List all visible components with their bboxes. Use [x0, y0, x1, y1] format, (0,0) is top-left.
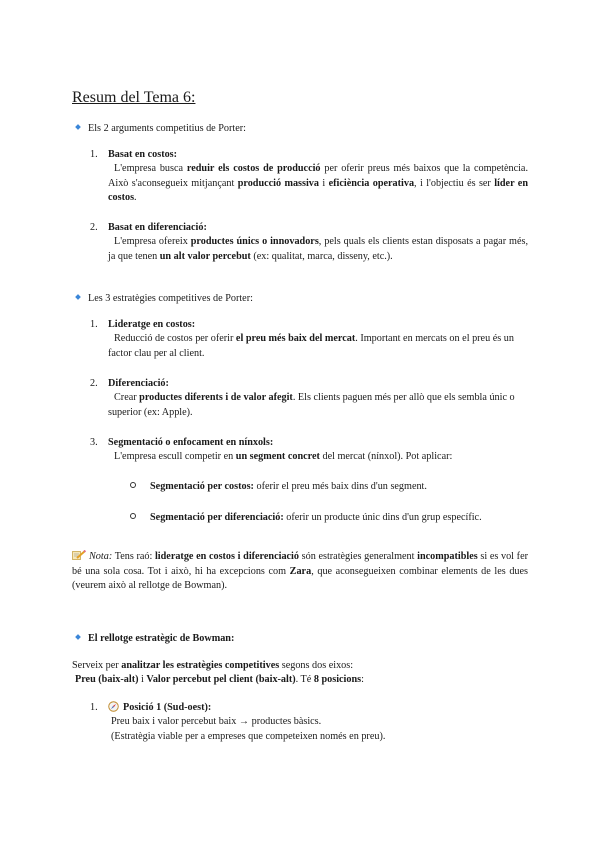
compass-icon: [108, 701, 119, 712]
list-item-title: 1. Basat en costos:: [90, 149, 178, 160]
sub-list-item: Segmentació per diferenciació: oferir un producte únic dins d'un grup específic.: [130, 511, 482, 526]
sub-list-item: Segmentació per costos: oferir el preu més baix dins d'un segment.: [130, 480, 427, 495]
circle-bullet-icon: [130, 482, 136, 488]
intro-line-2: Preu (baix-alt) i Valor percebut pel client (baix-alt). Té 8 posicions:: [75, 674, 364, 685]
list-item-title: 2. Basat en diferenciació:: [90, 222, 207, 233]
intro-line-1: Serveix per analitzar les estratègies competitives segons dos eixos:: [72, 660, 354, 671]
list-item-title: 2. Diferenciació:: [90, 378, 169, 389]
section-heading-porter-strategies: Les 3 estratègies competitives de Porter:: [76, 292, 253, 307]
diamond-bullet-icon: [75, 124, 81, 130]
diamond-bullet-icon: [75, 634, 81, 640]
list-item-body: Preu baix i valor percebut baix → productes bàsics.: [111, 716, 322, 727]
list-item-body: L'empresa busca reduir els costos de producció per oferir preus més baixos que la competència. Això s'aconsegueix mitjançant producció massiva i eficiència operativa, i l'objectiu és ser líder en costos.: [108, 163, 528, 204]
list-item-body: Crear productes diferents i de valor afegit. Els clients paguen més per allò que els sembla únic o superior (ex: Apple).: [108, 392, 515, 418]
note-paragraph: Nota: Tens raó: lideratge en costos i diferenciació són estratègies generalment incompatibles si es vol fer bé una sola cosa. Tot i això, hi ha excepcions com Zara, que aconsegueixen combinar elements de les dues (veurem això al rellotge de Bowman).: [72, 551, 529, 592]
section-heading-bowman: El rellotge estratègic de Bowman:: [76, 632, 234, 647]
list-item-title: 3. Segmentació o enfocament en nínxols:: [90, 437, 274, 448]
list-item-body: (Estratègia viable per a empreses que competeixen només en preu).: [111, 731, 386, 742]
list-item-body: L'empresa ofereix productes únics o innovadors, pels quals els clients estan disposats a pagar més, ja que tenen un alt valor percebut (ex: qualitat, marca, disseny, etc.).: [108, 236, 528, 262]
list-item-title: 1. Lideratge en costos:: [90, 319, 196, 330]
diamond-bullet-icon: [75, 294, 81, 300]
section-heading-porter-arguments: Els 2 arguments competitius de Porter:: [76, 122, 246, 137]
list-item-body: Reducció de costos per oferir el preu més baix del mercat. Important en mercats on el preu és un factor clau per al client.: [108, 333, 514, 359]
list-item-title: 1. Posició 1 (Sud-oest):: [90, 702, 212, 713]
circle-bullet-icon: [130, 513, 136, 519]
page-title: Resum del Tema 6:: [72, 89, 196, 106]
list-item-body: L'empresa escull competir en un segment concret del mercat (nínxol). Pot aplicar:: [114, 451, 453, 462]
pencil-memo-icon: [72, 550, 86, 560]
